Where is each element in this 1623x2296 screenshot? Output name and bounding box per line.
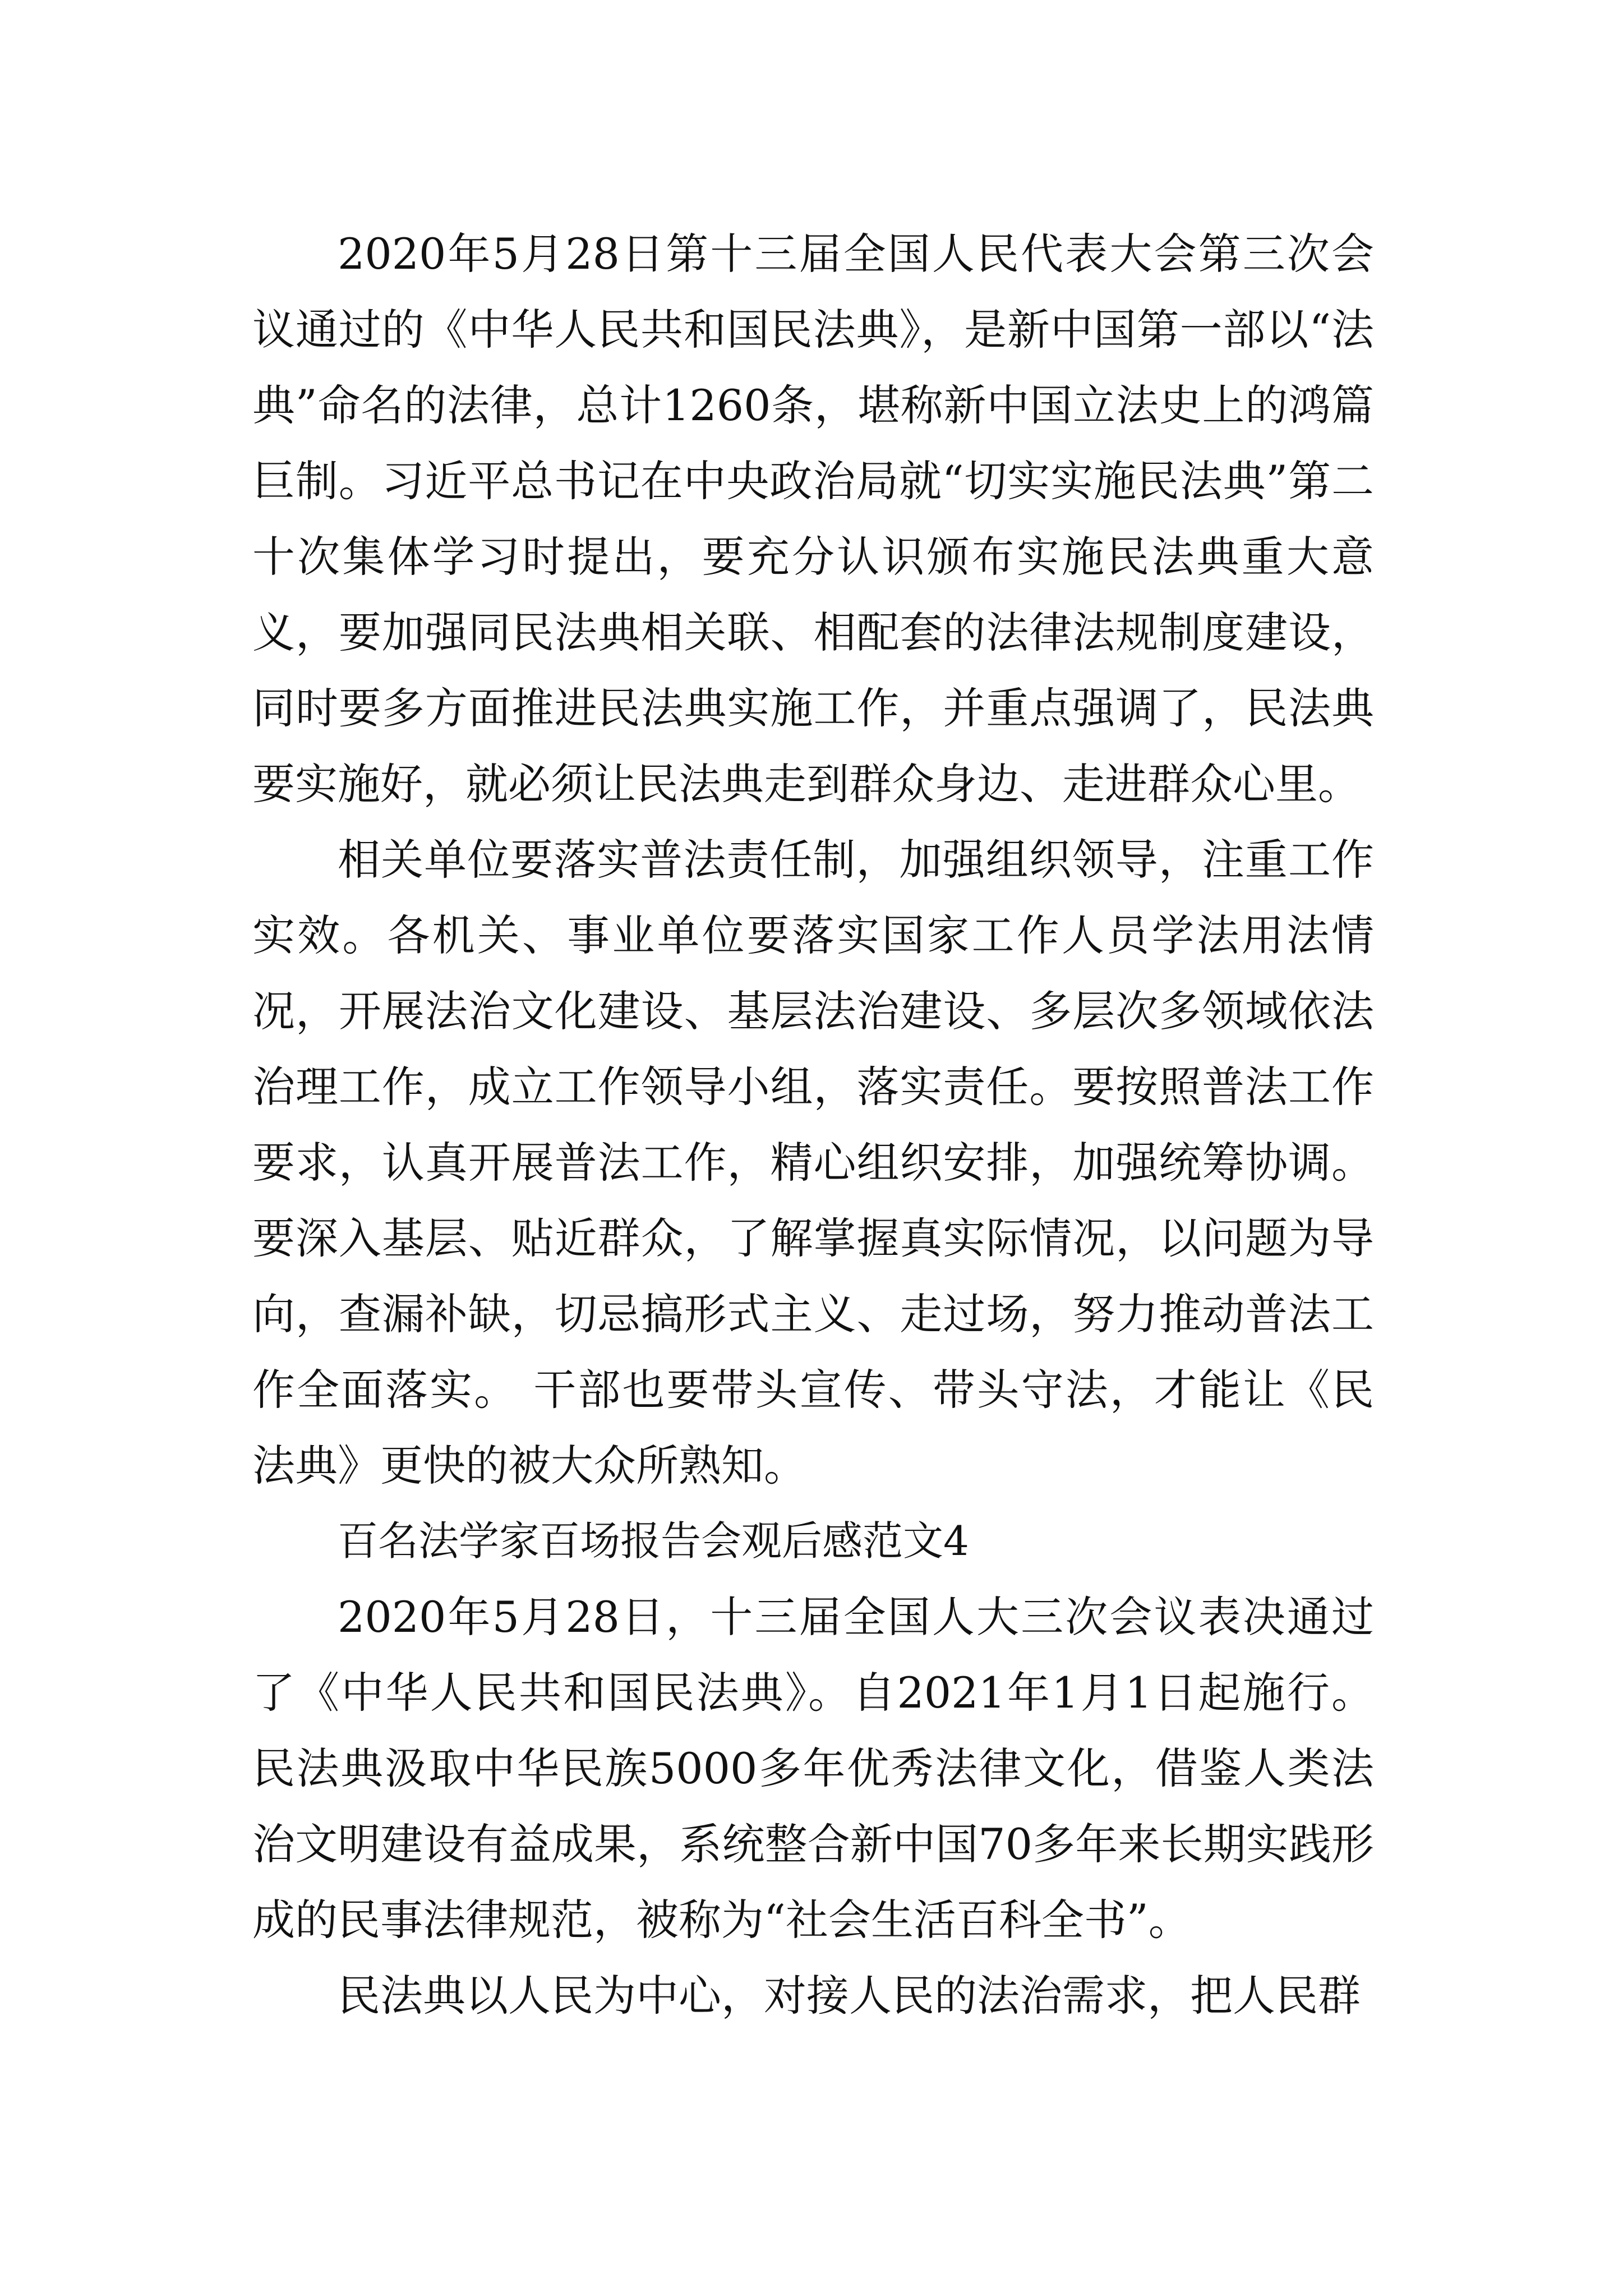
paragraph-legal-education-responsibility: 相关单位要落实普法责任制，加强组织领导，注重工作实效。各机关、事业单位要落实国家工作人员学法用法情况，开展法治文化建设、基层法治建设、多层次多领域依法治理工作，成立工作领导小组，落实责任。要按照普法工作要求，认真开展普法工作，精心组织安排，加强统筹协调。要深入基层、贴近群众，了解掌握真实际情况，以问题为导向，查漏补缺，切忌搞形式主义、走过场，努力推动普法工作全面落实。 干部也要带头宣传、带头守法，才能让《民法典》更快的被大众所熟知。 [252,835,1374,1490]
section-heading: 百名法学家百场报告会观后感范文4 [338,1517,969,1565]
paragraph-civil-code-adoption: 2020年5月28日，十三届全国人大三次会议表决通过了《中华人民共和国民法典》。自2021年1月1日起施行。民法典汲取中华民族5000多年优秀法律文化，借鉴人类法治文明建设有益成果，系统整合新中国70多年来长期实践形成的民事法律规范，被称为“社会生活百科全书”。 [252,1592,1374,1945]
document-body [252,216,1374,2033]
paragraph-civil-code-intro: 2020年5月28日第十三届全国人民代表大会第三次会议通过的《中华人民共和国民法典》，是新中国第一部以“法典”命名的法律，总计1260条，堪称新中国立法史上的鸿篇巨制。习近平总书记在中央政治局就“切实实施民法典”第二十次集体学习时提出，要充分认识颁布实施民法典重大意义，要加强同民法典相关联、相配套的法律法规制度建设，同时要多方面推进民法典实施工作，并重点强调了，民法典要实施好，就必须让民法典走到群众身边、走进群众心里。 [252,229,1374,809]
paragraph-people-centered: 民法典以人民为中心，对接人民的法治需求，把人民群 [338,1971,1361,2021]
